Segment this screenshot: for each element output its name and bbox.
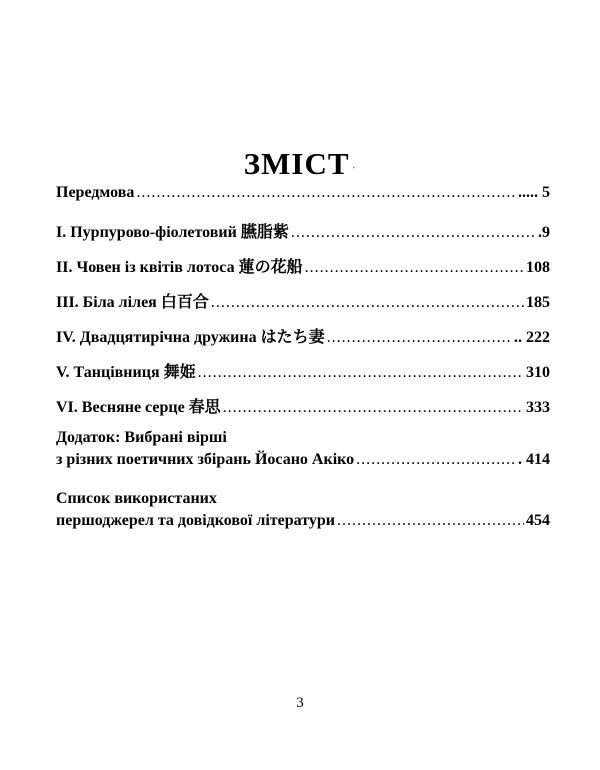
- dot-leader: [291, 224, 536, 242]
- toc-entry-label-line1: Додаток: Вибрані вірші: [56, 429, 227, 446]
- toc-entry-appendix[interactable]: [56, 429, 550, 473]
- toc-entry-page: 108: [526, 259, 550, 276]
- toc-entry-label: Передмова: [56, 184, 135, 201]
- toc-entry-chapter-4[interactable]: [56, 324, 550, 346]
- toc-entry-line2: [56, 451, 550, 473]
- toc-entry-page: .. 222: [514, 329, 550, 346]
- toc-entry-chapter-3[interactable]: [56, 289, 550, 311]
- title-mark: ⸱: [352, 162, 357, 174]
- page-number: 3: [296, 695, 304, 711]
- toc-entry-label: II. Човен із квітів лотоса 蓮の花船: [56, 259, 303, 276]
- toc-entry-label: V. Танцівниця 舞姫: [56, 364, 196, 381]
- toc-entry-chapter-2[interactable]: [56, 254, 550, 276]
- toc-entry-page: .9: [538, 224, 550, 241]
- toc-entry-label: III. Біла лілея 白百合: [56, 294, 209, 311]
- toc-entry-label: IV. Двадцятирічна дружина はたち妻: [56, 329, 325, 346]
- toc-entry-label: VI. Весняне серце 春思: [56, 399, 221, 416]
- dot-leader: [211, 294, 524, 312]
- toc-entry-page: 454: [526, 512, 550, 529]
- toc-entry-line2: [56, 512, 550, 534]
- dot-leader: [223, 399, 524, 417]
- toc-entry-preface[interactable]: [56, 184, 550, 206]
- toc-entry-label-line2: першоджерел та довідкової літератури: [56, 512, 335, 529]
- dot-leader: [327, 329, 512, 347]
- toc-entry-page: 310: [526, 364, 550, 381]
- toc-entry-label-line1: Список використаних: [56, 490, 217, 507]
- title-text: ЗМІСТ: [243, 146, 350, 181]
- toc-entry-chapter-1[interactable]: [56, 219, 550, 241]
- dot-leader: [198, 364, 524, 382]
- table-of-contents: [56, 184, 550, 551]
- dot-leader: [136, 184, 516, 202]
- dot-leader: [305, 259, 524, 277]
- toc-entry-page: . 414: [518, 451, 550, 468]
- toc-entry-page: ..... 5: [518, 184, 550, 201]
- page-title: [0, 146, 600, 182]
- toc-entry-chapter-6[interactable]: [56, 394, 550, 416]
- toc-entry-label-line2: з різних поетичних збірань Йосано Акіко: [56, 451, 355, 468]
- dot-leader: [356, 451, 516, 469]
- toc-entry-label: I. Пурпурово-фіолетовий 臙脂紫: [56, 224, 289, 241]
- toc-entry-page: 185: [526, 294, 550, 311]
- toc-entry-bibliography[interactable]: [56, 490, 550, 534]
- dot-leader: [337, 512, 524, 530]
- toc-entry-chapter-5[interactable]: [56, 359, 550, 381]
- toc-entry-page: 333: [526, 399, 550, 416]
